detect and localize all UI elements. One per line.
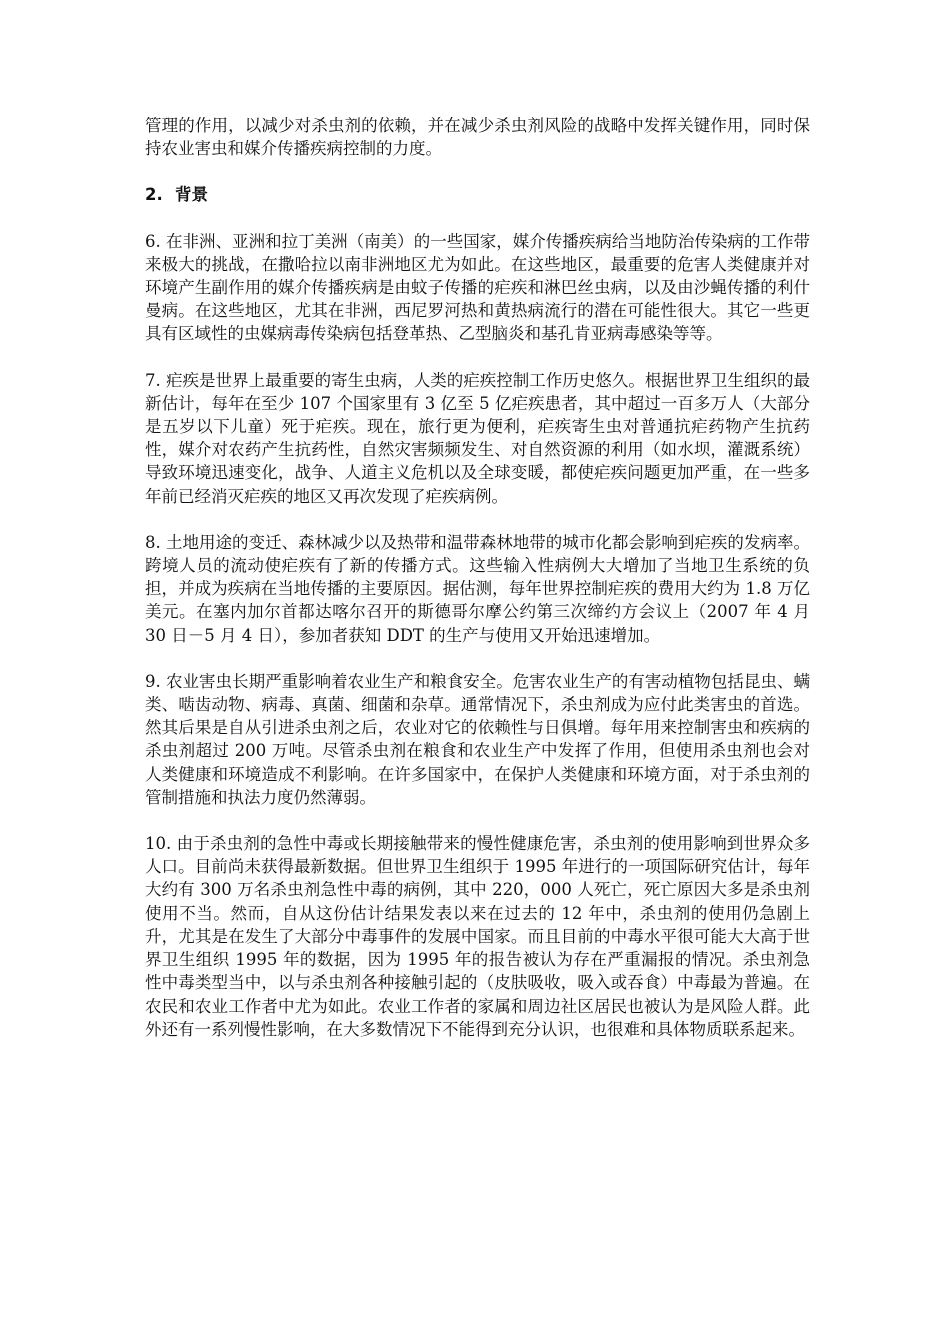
paragraph-8: 8. 土地用途的变迁、森林减少以及热带和温带森林地带的城市化都会影响到疟疾的发病率。跨境人员的流动使疟疾有了新的传播方式。这些输入性病例大大增加了当地卫生系统的负担，并成为疾病在当地传播的主要原因。据估测，每年世界控制疟疾的费用大约为 1.8 万亿美元。在塞内加尔首都达喀尔召开的斯德哥尔摩公约第三次缔约方会议上（2007 年 4 月 30 日－5 月 4 日），参加者获知 DDT 的生产与使用又开始迅速增加。 [145,532,810,645]
section-number: 2. [145,185,163,205]
paragraph-7: 7. 疟疾是世界上最重要的寄生虫病，人类的疟疾控制工作历史悠久。根据世界卫生组织的最新估计，每年在至少 107 个国家里有 3 亿至 5 亿疟疾患者，其中超过一百多万人（大部分是五岁以下儿童）死于疟疾。现在，旅行更为便利，疟疾寄生虫对普通抗疟药物产生抗药性，媒介对农药产生抗药性，自然灾害频频发生、对自然资源的利用（如水坝，灌溉系统）导致环境迅速变化，战争、人道主义危机以及全球变暖，都使疟疾问题更加严重，在一些多年前已经消灭疟疾的地区又再次发现了疟疾病例。 [145,370,810,506]
section-title: 背景 [175,185,208,205]
paragraph-10: 10. 由于杀虫剂的急性中毒或长期接触带来的慢性健康危害，杀虫剂的使用影响到世界众多人口。目前尚未获得最新数据。但世界卫生组织于 1995 年进行的一项国际研究估计，每年大约有 300 万名杀虫剂急性中毒的病例，其中 220，000 人死亡，死亡原因大多是杀虫剂使用不当。然而，自从这份估计结果发表以来在过去的 12 年中，杀虫剂的使用仍急剧上升，尤其是在发生了大部分中毒事件的发展中国家。而且目前的中毒水平很可能大大高于世界卫生组织 1995 年的数据，因为 1995 年的报告被认为存在严重漏报的情况。杀虫剂急性中毒类型当中，以与杀虫剂各种接触引起的（皮肤吸收，吸入或吞食）中毒最为普遍。在农民和农业工作者中尤为如此。农业工作者的家属和周边社区居民也被认为是风险人群。此外还有一系列慢性影响，在大多数情况下不能得到充分认识，也很难和具体物质联系起来。 [145,834,810,1039]
document-body [145,114,810,1064]
intro-paragraph: 管理的作用，以减少对杀虫剂的依赖，并在减少杀虫剂风险的战略中发挥关键作用，同时保持农业害虫和媒介传播疾病控制的力度。 [145,116,810,159]
section-heading [145,183,810,206]
paragraph-6: 6. 在非洲、亚洲和拉丁美洲（南美）的一些国家，媒介传播疾病给当地防治传染病的工作带来极大的挑战，在撒哈拉以南非洲地区尤为如此。在这些地区，最重要的危害人类健康并对环境产生副作用的媒介传播疾病是由蚊子传播的疟疾和淋巴丝虫病，以及由沙蝇传播的利什曼病。在这些地区，尤其在非洲，西尼罗河热和黄热病流行的潜在可能性很大。其它一些更具有区域性的虫媒病毒传染病包括登革热、乙型脑炎和基孔肯亚病毒感染等等。 [145,231,810,344]
paragraph-9: 9. 农业害虫长期严重影响着农业生产和粮食安全。危害农业生产的有害动植物包括昆虫、螨类、啮齿动物、病毒、真菌、细菌和杂草。通常情况下，杀虫剂成为应付此类害虫的首选。然其后果是自从引进杀虫剂之后，农业对它的依赖性与日俱增。每年用来控制害虫和疾病的杀虫剂超过 200 万吨。尽管杀虫剂在粮食和农业生产中发挥了作用，但使用杀虫剂也会对人类健康和环境造成不利影响。在许多国家中，在保护人类健康和环境方面，对于杀虫剂的管制措施和执法力度仍然薄弱。 [145,671,810,807]
